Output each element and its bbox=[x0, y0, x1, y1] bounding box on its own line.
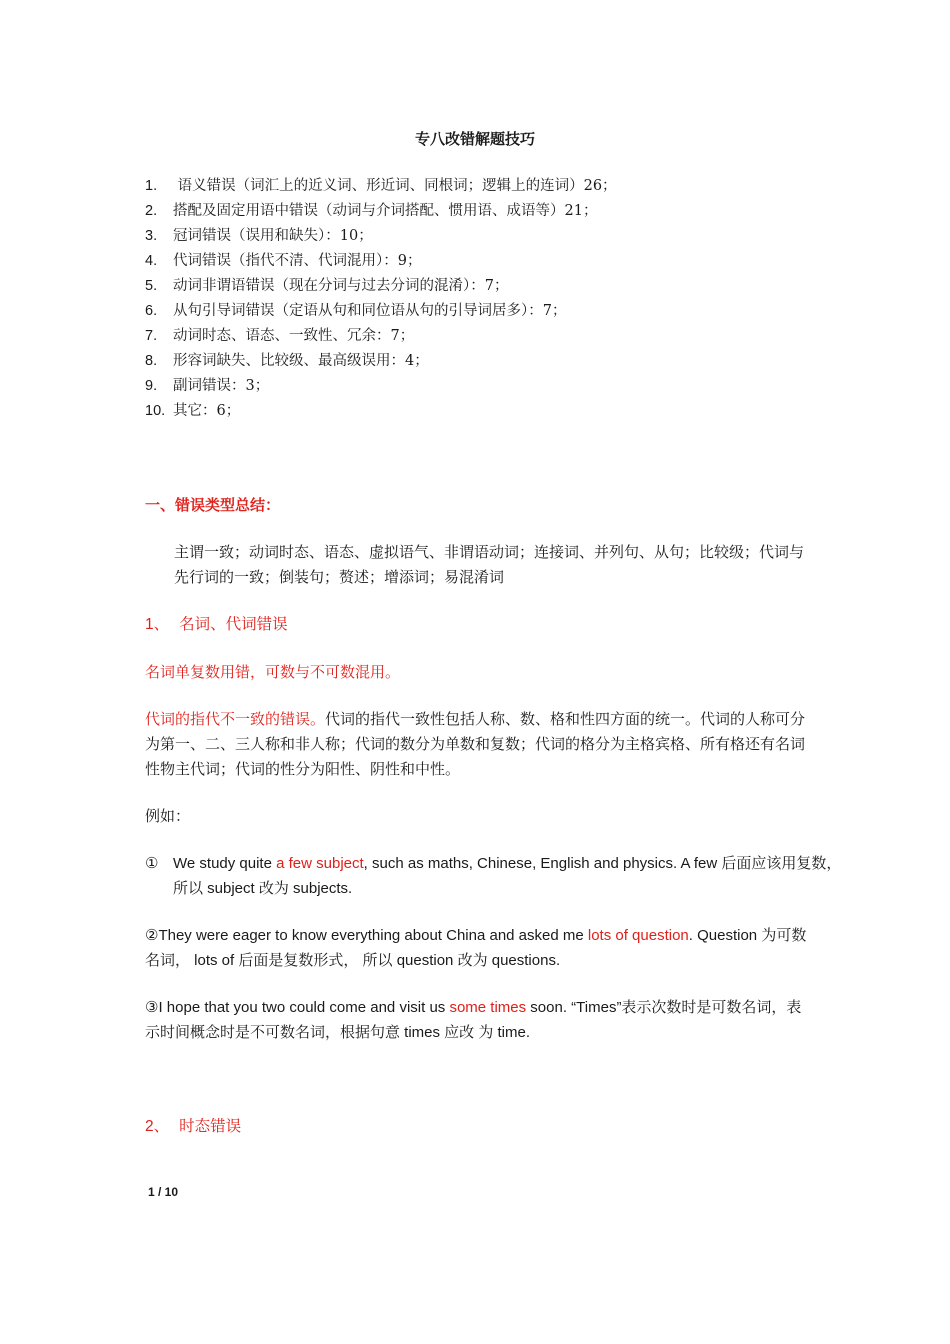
subsection-title: 名词、代词错误 bbox=[179, 615, 288, 633]
list-number: 5. bbox=[145, 278, 158, 294]
list-text: 冠词错误（误用和缺失）：10； bbox=[173, 228, 373, 244]
subsection-number: 1、 bbox=[145, 616, 170, 633]
list-text: 代词错误（指代不清、代词混用）：9； bbox=[173, 253, 422, 269]
example-text: We study quite bbox=[173, 855, 277, 872]
list-item bbox=[145, 251, 825, 276]
example-text: soon. “Times”表示次数时是可数名词，表示时间概念时是不可数名词，根据句意 times 应改 为 time. bbox=[145, 999, 802, 1041]
highlighted-text: 代词的指代不一致的错误。 bbox=[145, 710, 326, 728]
example-label: 例如： bbox=[145, 807, 191, 825]
list-item bbox=[145, 326, 825, 351]
subsection-heading-tense bbox=[145, 1114, 241, 1136]
example-text: I hope that you two could come and visit us bbox=[158, 999, 450, 1016]
highlighted-error: some times bbox=[449, 999, 527, 1016]
subsection-title: 时态错误 bbox=[179, 1117, 242, 1135]
highlighted-error: lots of question bbox=[587, 927, 689, 944]
highlighted-error: a few subject bbox=[276, 855, 364, 872]
subsection-number: 2、 bbox=[145, 1118, 170, 1135]
list-item bbox=[145, 351, 825, 376]
example-marker: ③ bbox=[145, 998, 159, 1016]
list-number: 10. bbox=[145, 403, 166, 419]
list-item bbox=[145, 226, 825, 251]
pronoun-rule-paragraph bbox=[145, 707, 815, 782]
list-item bbox=[145, 376, 825, 401]
paragraph-text: 代词的指代一致性包括人称、数、格和性四方面的统一。代词的人称可分为第一、二、三人称和非人称；代词的数分为单数和复数；代词的格分为主格宾格、所有格还有名词性物主代词；代词的性分为阳性、阴性和中性。 bbox=[145, 710, 806, 778]
list-number: 1. bbox=[145, 178, 158, 194]
list-number: 9. bbox=[145, 378, 158, 394]
page-number: 1 / 10 bbox=[148, 1185, 179, 1199]
list-number: 3. bbox=[145, 228, 158, 244]
list-item bbox=[145, 301, 825, 326]
subsection-heading-nouns bbox=[145, 612, 288, 634]
list-item bbox=[145, 401, 825, 426]
list-number: 2. bbox=[145, 203, 158, 219]
example-text: . Question 为可数名词， lots of 后面是复数形式， 所以 question 改为 questions. bbox=[145, 927, 807, 969]
list-number: 8. bbox=[145, 353, 158, 369]
list-text: 从句引导词错误（定语从句和同位语从句的引导词居多）：7； bbox=[173, 303, 567, 319]
example-text: , such as maths, Chinese, English and physics. A few 后面应该用复数，所以 subject 改为 subjects. bbox=[173, 855, 842, 897]
list-number: 7. bbox=[145, 328, 158, 344]
example-marker: ② bbox=[145, 926, 159, 944]
list-text: 语义错误（词汇上的近义词、形近词、同根词；逻辑上的连词）26； bbox=[173, 178, 617, 194]
list-item bbox=[145, 201, 825, 226]
list-text: 动词时态、语态、一致性、冗余：7； bbox=[173, 328, 415, 344]
example-marker: ① bbox=[145, 854, 159, 872]
list-item bbox=[145, 176, 825, 201]
list-item bbox=[145, 276, 825, 301]
summary-paragraph: 主谓一致；动词时态、语态、虚拟语气、非谓语动词；连接词、并列句、从句；比较级；代词与先行词的一致；倒装句；赘述；增添词；易混淆词 bbox=[174, 543, 805, 586]
list-number: 6. bbox=[145, 303, 158, 319]
list-number: 4. bbox=[145, 253, 158, 269]
error-stats-list bbox=[145, 176, 825, 426]
example-text: They were eager to know everything about China and asked me bbox=[158, 927, 588, 944]
list-text: 动词非谓语错误（现在分词与过去分词的混淆）：7； bbox=[173, 278, 509, 294]
list-text: 形容词缺失、比较级、最高级误用：4； bbox=[173, 353, 429, 369]
section-heading: 一、错误类型总结： bbox=[145, 496, 281, 514]
example-1 bbox=[145, 851, 843, 901]
page-title: 专八改错解题技巧 bbox=[414, 130, 535, 148]
example-2 bbox=[145, 923, 815, 973]
noun-rule-paragraph: 名词单复数用错，可数与不可数混用。 bbox=[145, 663, 401, 681]
example-3 bbox=[145, 995, 815, 1045]
list-text: 副词错误：3； bbox=[173, 378, 270, 394]
list-text: 其它：6； bbox=[173, 403, 241, 419]
list-text: 搭配及固定用语中错误（动词与介词搭配、惯用语、成语等）21； bbox=[173, 203, 598, 219]
